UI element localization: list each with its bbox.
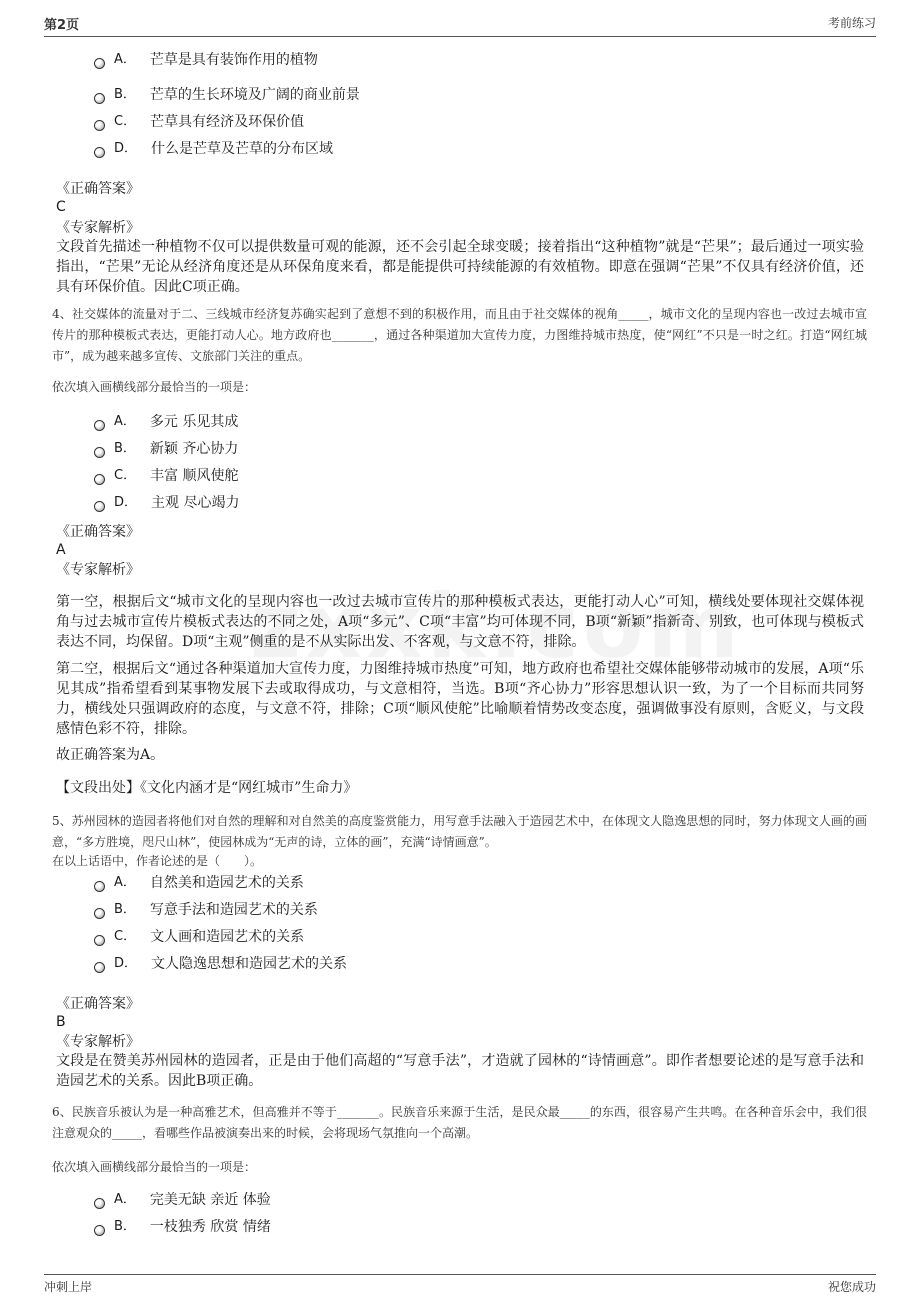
q5-answer-label: 《正确答案》 [56, 996, 140, 1012]
q3-answer-label: 《正确答案》 [56, 181, 140, 197]
q5-answer: B [56, 1014, 66, 1030]
q5-question: 5、苏州园林的造园者将他们对自然的理解和对自然美的高度鉴赏能力，用写意手法融入于造园艺术中，在体现文人隐逸思想的同时，努力体现文人画的画意，“多方胜境，咫尺山林”，使园林成为“无声的诗，立体的画”，充满“诗情画意”。 [52, 814, 867, 849]
q4-source: 【文段出处】《文化内涵才是“网红城市”生命力》 [56, 780, 358, 796]
radio-icon[interactable] [94, 1225, 105, 1236]
q5-analysis: 文段是在赞美苏州园林的造园者，正是由于他们高超的“写意手法”，才造就了园林的“诗情画意”。即作者想要论述的是写意手法和造园艺术的关系。因此B项正确。 [56, 1053, 864, 1089]
q5-option-c[interactable]: C． 文人画和造园艺术的关系 [94, 928, 304, 946]
q4-analysis-label: 《专家解析》 [56, 562, 140, 578]
q6-question: 6、民族音乐被认为是一种高雅艺术，但高雅并不等于_______。民族音乐来源于生活，是民众最_____的东西，很容易产生共鸣。在各种音乐会中，我们很注意观众的_____，看哪些作品被演奏出来的时候，会将现场气氛推向一个高潮。 [52, 1105, 867, 1140]
q4-option-c[interactable]: C． 丰富 顺风使舵 [94, 467, 239, 485]
page-footer [44, 1274, 876, 1295]
q4-answer-label: 《正确答案》 [56, 524, 140, 540]
q4-analysis-2: 第二空，根据后文“通过各种渠道加大宣传力度，力图维持城市热度”可知，地方政府也希望社交媒体能够带动城市的发展，A项“乐见其成”指希望看到某事物发展下去或取得成功，与文意相符，当选。B项“齐心协力”形容思想认识一致，为了一个目标而共同努力，横线处只强调政府的态度，与文意不符，排除；C项“顺风使舵”比喻顺着情势改变态度，强调做事没有原则，含贬义，与文段感情色彩不符，排除。 [56, 661, 864, 737]
q3-option-a[interactable]: A． 芒草是具有装饰作用的植物 [94, 51, 318, 69]
footer-left: 冲刺上岸 [44, 1280, 93, 1294]
q5-prompt: 在以上话语中，作者论述的是（ ）。 [52, 854, 263, 868]
footer-right: 祝您成功 [827, 1280, 876, 1294]
q5-analysis-label: 《专家解析》 [56, 1034, 140, 1050]
q4-option-b[interactable]: B． 新颖 齐心协力 [94, 440, 238, 458]
q4-option-a[interactable]: A． 多元 乐见其成 [94, 413, 238, 431]
q5-option-b[interactable]: B． 写意手法和造园艺术的关系 [94, 901, 318, 919]
q4-answer: A [56, 542, 66, 558]
q6-option-a[interactable]: A． 完美无缺 亲近 体验 [94, 1191, 271, 1209]
q4-question: 4、社交媒体的流量对于二、三线城市经济复苏确实起到了意想不到的积极作用，而且由于社交媒体的视角_____，城市文化的呈现内容也一改过去城市宣传片的那种模板式表达，更能打动人心。地方政府也_______，通过各种渠道加大宣传力度，力图维持城市热度，使“网红”不只是一时之红。打造“网红城市”，成为越来越多宣传、文旅部门关注的重点。 [52, 307, 867, 363]
q4-prompt: 依次填入画横线部分最恰当的一项是： [52, 380, 257, 394]
radio-icon[interactable] [94, 908, 105, 919]
page-number: 第2页 [44, 18, 80, 33]
radio-icon[interactable] [94, 58, 105, 69]
radio-icon[interactable] [94, 447, 105, 458]
radio-icon[interactable] [94, 501, 105, 512]
q6-option-b[interactable]: B． 一枝独秀 欣赏 情绪 [94, 1218, 271, 1236]
radio-icon[interactable] [94, 147, 105, 158]
q3-option-d[interactable]: D． 什么是芒草及芒草的分布区域 [94, 140, 333, 158]
q4-analysis-3: 故正确答案为A。 [56, 747, 165, 763]
q5-option-a[interactable]: A． 自然美和造园艺术的关系 [94, 874, 304, 892]
q3-option-b[interactable]: B． 芒草的生长环境及广阔的商业前景 [94, 86, 360, 104]
radio-icon[interactable] [94, 474, 105, 485]
radio-icon[interactable] [94, 881, 105, 892]
page-header [44, 14, 876, 37]
radio-icon[interactable] [94, 1198, 105, 1209]
radio-icon[interactable] [94, 420, 105, 431]
q4-analysis-1: 第一空，根据后文“城市文化的呈现内容也一改过去城市宣传片的那种模板式表达，更能打动人心”可知，横线处要体现社交媒体视角与过去城市宣传片模板式表达的不同之处，A项“多元”、C项“丰富”均可体现不同，B项“新颖”指新奇、别致，也可体现与模板式表达不同，均保留。D项“主观”侧重的是不从实际出发、不客观，与文意不符，排除。 [56, 594, 864, 650]
q5-option-d[interactable]: D． 文人隐逸思想和造园艺术的关系 [94, 955, 347, 973]
q3-analysis-label: 《专家解析》 [56, 220, 140, 236]
header-title: 考前练习 [827, 16, 876, 30]
q3-answer: C [56, 199, 66, 215]
q6-prompt: 依次填入画横线部分最恰当的一项是： [52, 1160, 257, 1174]
q4-option-d[interactable]: D． 主观 尽心竭力 [94, 494, 239, 512]
radio-icon[interactable] [94, 93, 105, 104]
radio-icon[interactable] [94, 120, 105, 131]
q3-analysis: 文段首先描述一种植物不仅可以提供数量可观的能源，还不会引起全球变暖；接着指出“这种植物”就是“芒果”；最后通过一项实验指出，“芒果”无论从经济角度还是从环保角度来看，都是能提供可持续能源的有效植物。即意在强调“芒果”不仅具有经济价值，还具有环保价值。因此C项正确。 [56, 239, 864, 295]
q3-option-c[interactable]: C． 芒草具有经济及环保价值 [94, 113, 304, 131]
radio-icon[interactable] [94, 962, 105, 973]
radio-icon[interactable] [94, 935, 105, 946]
